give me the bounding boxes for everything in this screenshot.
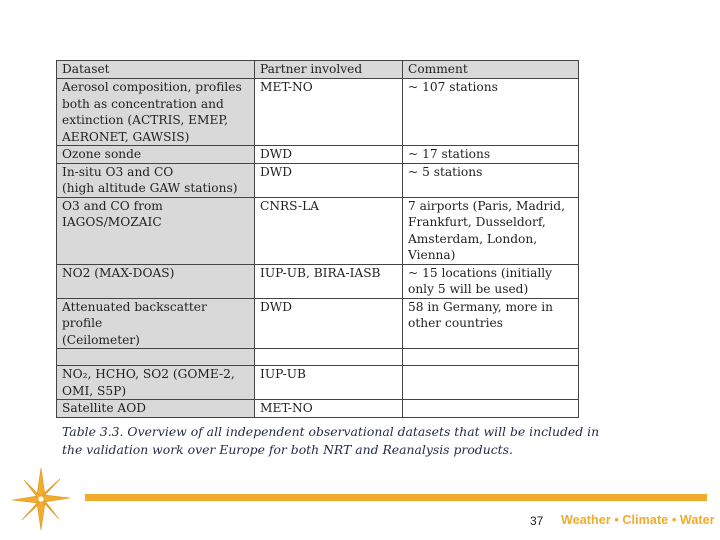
compass-star-icon [10, 466, 72, 532]
cell-dataset: Satellite AOD [57, 400, 255, 418]
table-row [57, 264, 579, 298]
table-caption: Table 3.3. Overview of all independent observational datasets that will be included in the validation work over Europe for both NRT and Reanalysis products. [62, 424, 600, 457]
table-header-row [57, 61, 579, 79]
cell-partner: IUP-UB [255, 366, 403, 400]
table-row [57, 349, 579, 366]
header-comment: Comment [403, 61, 579, 79]
table-row [57, 298, 579, 349]
datasets-table [56, 60, 579, 418]
cell-comment [403, 400, 579, 418]
cell-comment: 7 airports (Paris, Madrid, Frankfurt, Dusseldorf, Amsterdam, London, Vienna) [403, 197, 579, 264]
cell-comment: ~ 107 stations [403, 79, 579, 146]
table-row [57, 163, 579, 197]
cell-partner: MET-NO [255, 400, 403, 418]
table-row [57, 79, 579, 146]
cell-partner: IUP-UB, BIRA-IASB [255, 264, 403, 298]
cell-partner: DWD [255, 163, 403, 197]
header-partner: Partner involved [255, 61, 403, 79]
cell-dataset: Ozone sonde [57, 146, 255, 164]
table-row [57, 197, 579, 264]
datasets-table-container [56, 60, 578, 418]
page-number: 37 [530, 514, 544, 528]
cell-dataset: Attenuated backscatter profile (Ceilometer) [57, 298, 255, 349]
footer-accent-bar [85, 494, 707, 501]
cell-partner: DWD [255, 146, 403, 164]
cell-partner: CNRS-LA [255, 197, 403, 264]
cell-partner [255, 349, 403, 366]
table-row [57, 146, 579, 164]
cell-comment: ~ 5 stations [403, 163, 579, 197]
header-dataset: Dataset [57, 61, 255, 79]
table-row [57, 400, 579, 418]
cell-partner: DWD [255, 298, 403, 349]
table-row [57, 366, 579, 400]
cell-dataset [57, 349, 255, 366]
cell-dataset: NO2 (MAX-DOAS) [57, 264, 255, 298]
cell-comment [403, 349, 579, 366]
brand-tagline: Weather • Climate • Water [561, 513, 715, 527]
cell-dataset: Aerosol composition, profiles both as concentration and extinction (ACTRIS, EMEP, AERONET, GAWSIS) [57, 79, 255, 146]
cell-comment [403, 366, 579, 400]
cell-partner: MET-NO [255, 79, 403, 146]
cell-dataset: In-situ O3 and CO (high altitude GAW stations) [57, 163, 255, 197]
cell-dataset: O3 and CO from IAGOS/MOZAIC [57, 197, 255, 264]
cell-comment: ~ 15 locations (initially only 5 will be used) [403, 264, 579, 298]
cell-comment: 58 in Germany, more in other countries [403, 298, 579, 349]
cell-dataset: NO₂, HCHO, SO2 (GOME-2, OMI, S5P) [57, 366, 255, 400]
cell-comment: ~ 17 stations [403, 146, 579, 164]
